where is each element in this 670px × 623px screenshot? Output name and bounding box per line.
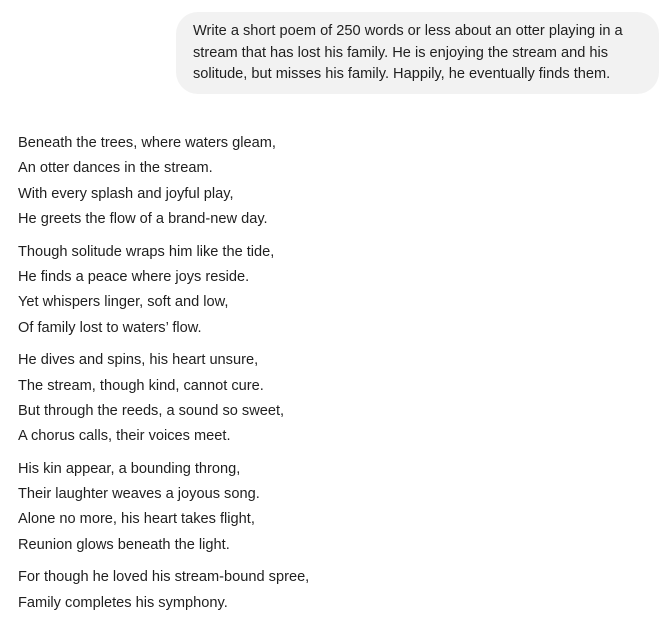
poem-line: An otter dances in the stream. (18, 160, 213, 177)
poem-line: Alone no more, his heart takes flight, (18, 511, 255, 528)
poem-line: Beneath the trees, where waters gleam, (18, 135, 276, 151)
poem-stanza (18, 348, 658, 450)
poem-stanza (18, 457, 658, 559)
poem-stanza (18, 240, 658, 342)
poem-line: A chorus calls, their voices meet. (18, 428, 231, 445)
poem-line: His kin appear, a bounding throng, (18, 460, 241, 477)
user-message-line: stream that has lost his family. He is enjoying the stream and his (193, 44, 609, 61)
poem-line: But through the reeds, a sound so sweet, (18, 402, 285, 419)
user-message-bubble (176, 12, 659, 94)
poem-stanza (18, 131, 658, 233)
poem-line: Family completes his symphony. (18, 594, 228, 611)
assistant-response (18, 131, 658, 623)
poem-line: Yet whispers linger, soft and low, (18, 294, 229, 311)
user-message-line: Write a short poem of 250 words or less about an otter playing in a (193, 23, 623, 39)
poem-line: Their laughter weaves a joyous song. (18, 486, 260, 503)
poem-line: Reunion glows beneath the light. (18, 536, 230, 553)
poem-line: For though he loved his stream-bound spree, (18, 569, 310, 586)
poem-line: Though solitude wraps him like the tide, (18, 243, 275, 260)
poem-line: He finds a peace where joys reside. (18, 268, 250, 285)
user-message-line: solitude, but misses his family. Happily, he eventually finds them. (193, 66, 611, 82)
poem-line: Of family lost to waters’ flow. (18, 319, 202, 336)
poem-line: With every splash and joyful play, (18, 185, 234, 202)
poem-line: The stream, though kind, cannot cure. (18, 377, 264, 394)
poem-stanza (18, 565, 658, 616)
poem-line: He greets the flow of a brand-new day. (18, 211, 268, 228)
poem-line: He dives and spins, his heart unsure, (18, 352, 259, 369)
